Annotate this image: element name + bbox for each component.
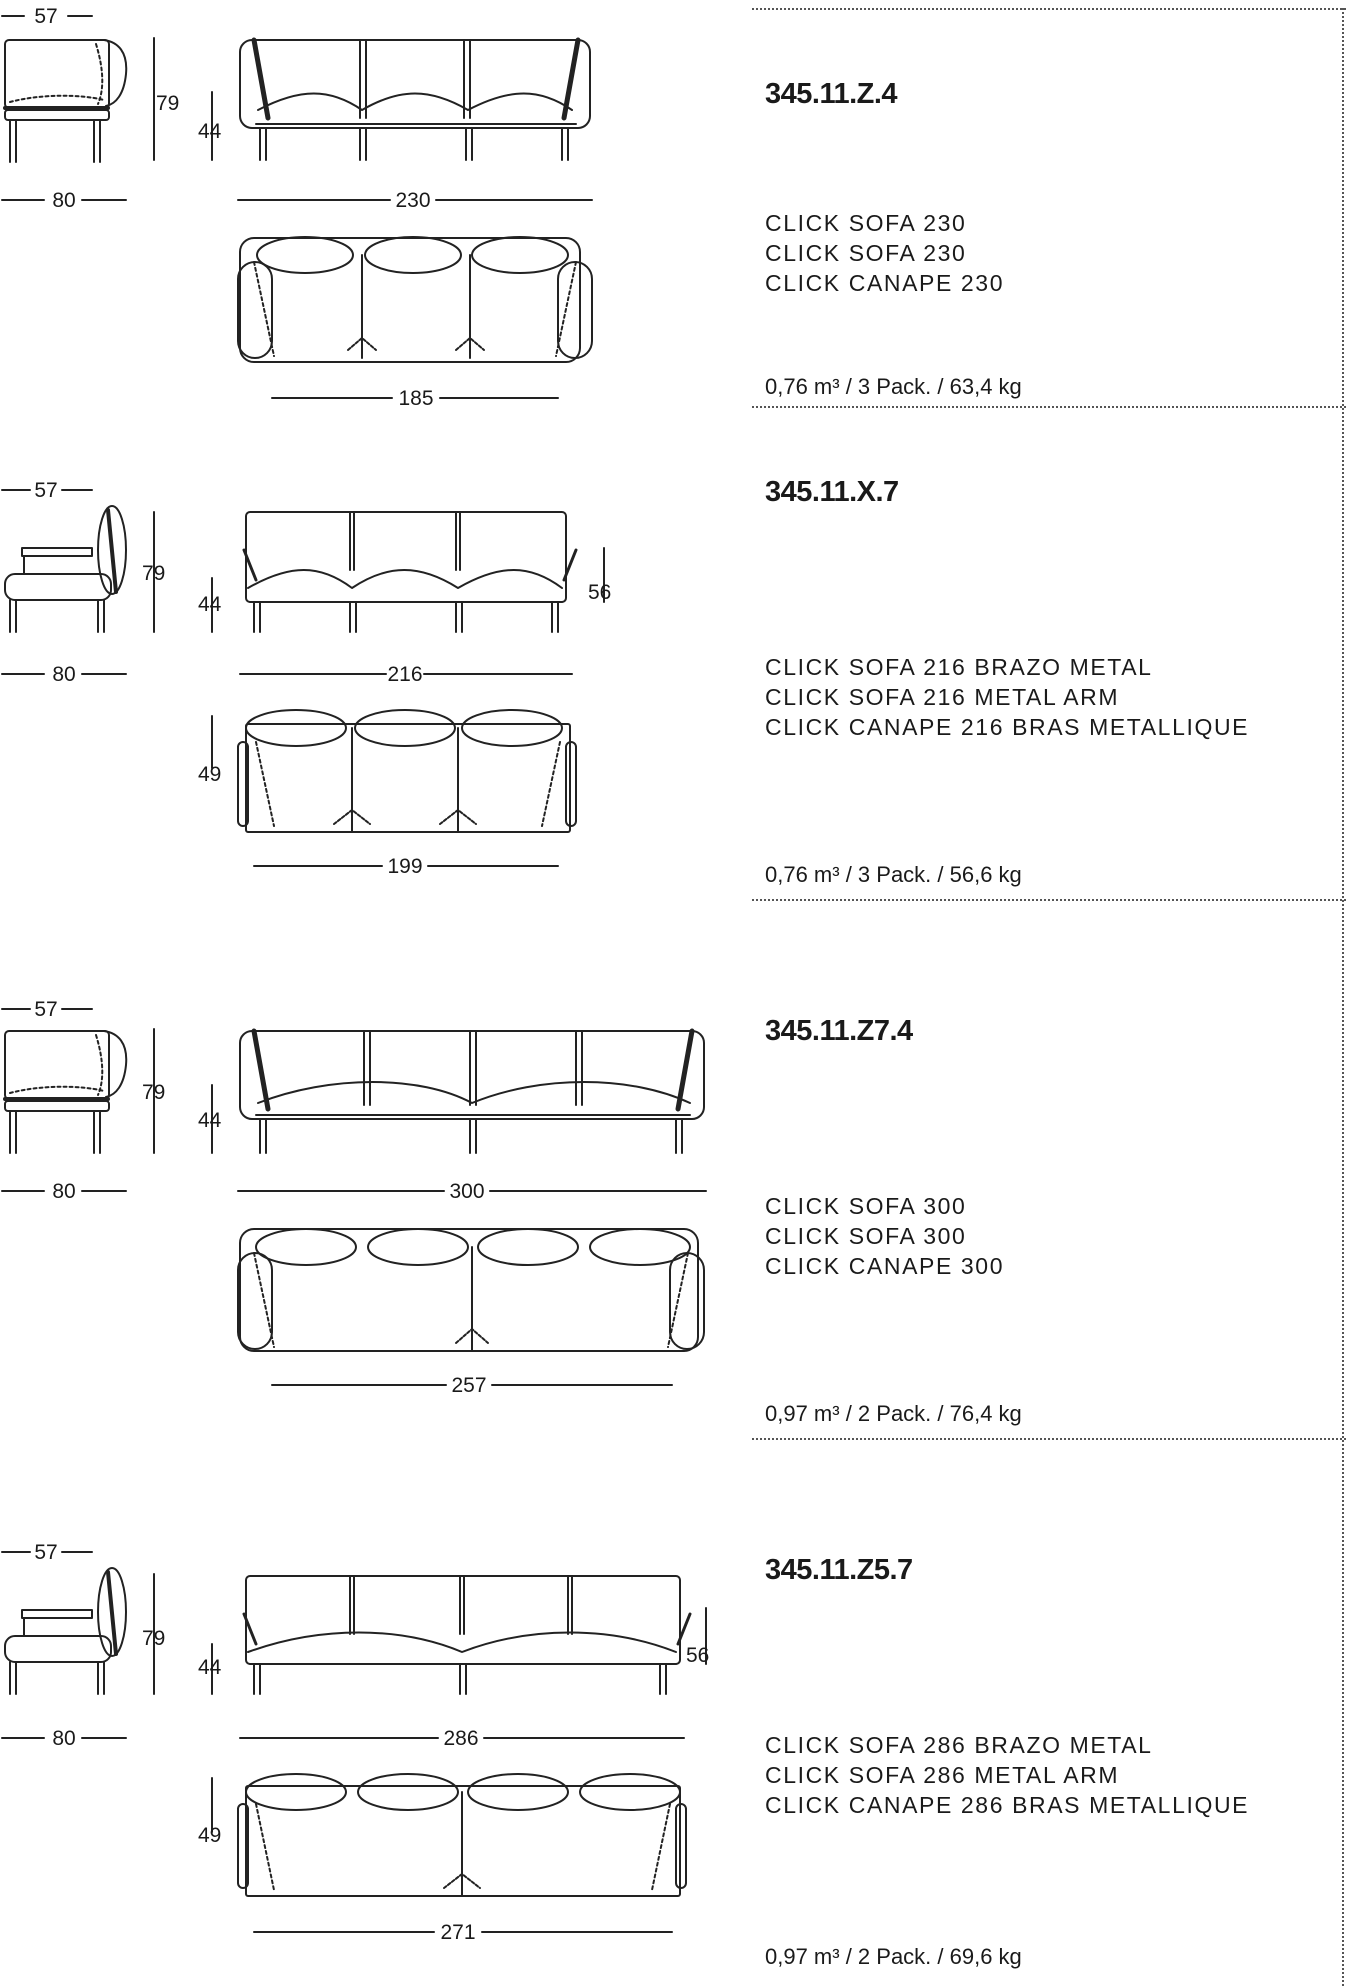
packaging-info: 0,76 m³ / 3 Pack. / 63,4 kg — [765, 374, 1022, 399]
top-view-drawing — [238, 237, 592, 406]
dim-seat-height: 44 — [198, 593, 222, 616]
dim-seat-height: 44 — [198, 120, 222, 143]
dim-seat-height: 44 — [198, 1656, 222, 1679]
dim-arm-height: 56 — [588, 581, 612, 604]
dim-side-height: 79 — [142, 1627, 166, 1650]
side-view-drawing — [2, 1541, 165, 1750]
product-name-en: CLICK SOFA 216 METAL ARM — [765, 684, 1120, 710]
technical-drawings — [0, 406, 740, 899]
dim-front-width: 286 — [443, 1727, 479, 1750]
product-code: 345.11.X.7 — [765, 476, 899, 508]
product-section — [0, 0, 1346, 406]
top-view-drawing — [198, 1774, 686, 1944]
side-view-drawing — [2, 479, 165, 686]
product-name-es: CLICK SOFA 216 BRAZO METAL — [765, 654, 1153, 680]
side-view-drawing — [2, 5, 179, 212]
dim-top-depth: 199 — [387, 855, 423, 878]
dim-top-depth: 185 — [398, 387, 434, 406]
product-name-en: CLICK SOFA 230 — [765, 240, 967, 266]
product-code: 345.11.Z5.7 — [765, 1554, 913, 1586]
product-name-fr: CLICK CANAPE 216 BRAS METALLIQUE — [765, 714, 1250, 740]
dim-front-width: 230 — [395, 189, 431, 212]
product-name-es: CLICK SOFA 300 — [765, 1193, 967, 1219]
dim-front-width: 300 — [449, 1180, 485, 1203]
front-view-drawing — [198, 1576, 709, 1750]
packaging-info: 0,97 m³ / 2 Pack. / 76,4 kg — [765, 1401, 1022, 1426]
dim-side-height: 79 — [142, 562, 166, 585]
technical-drawings — [0, 1438, 740, 1986]
dim-side-width: 80 — [52, 1180, 76, 1203]
product-name-en: CLICK SOFA 300 — [765, 1223, 967, 1249]
dim-side-width: 80 — [52, 189, 76, 212]
dim-side-depth: 57 — [34, 479, 58, 502]
product-names — [765, 1730, 1249, 1820]
product-name-fr: CLICK CANAPE 230 — [765, 270, 1005, 296]
front-view-drawing — [198, 1031, 706, 1203]
product-section — [0, 899, 1346, 1438]
product-name-fr: CLICK CANAPE 300 — [765, 1253, 1005, 1279]
dim-top-depth: 271 — [440, 1921, 476, 1944]
dim-side-height: 79 — [156, 92, 180, 115]
product-names — [765, 652, 1249, 742]
product-name-es: CLICK SOFA 230 — [765, 210, 967, 236]
packaging-info: 0,76 m³ / 3 Pack. / 56,6 kg — [765, 862, 1022, 887]
product-names — [765, 208, 1004, 298]
dim-seat-height: 44 — [198, 1109, 222, 1132]
product-section — [0, 406, 1346, 899]
product-name-es: CLICK SOFA 286 BRAZO METAL — [765, 1732, 1153, 1758]
dim-side-depth: 57 — [34, 1541, 58, 1564]
dim-top-side: 49 — [198, 763, 222, 786]
dim-top-side: 49 — [198, 1824, 222, 1847]
product-name-en: CLICK SOFA 286 METAL ARM — [765, 1762, 1120, 1788]
technical-drawings — [0, 0, 740, 406]
front-view-drawing — [198, 512, 611, 686]
product-names — [765, 1191, 1004, 1281]
side-view-drawing — [2, 998, 165, 1203]
dim-side-height: 79 — [142, 1081, 166, 1104]
dim-side-width: 80 — [52, 1727, 76, 1750]
dim-side-width: 80 — [52, 663, 76, 686]
dim-side-depth: 57 — [34, 998, 58, 1021]
packaging-info: 0,97 m³ / 2 Pack. / 69,6 kg — [765, 1944, 1022, 1969]
product-code: 345.11.Z7.4 — [765, 1015, 913, 1047]
top-view-drawing — [238, 1229, 704, 1397]
product-code: 345.11.Z.4 — [765, 78, 898, 110]
front-view-drawing — [198, 40, 592, 212]
product-name-fr: CLICK CANAPE 286 BRAS METALLIQUE — [765, 1792, 1250, 1818]
top-view-drawing — [198, 710, 576, 878]
dim-front-width: 216 — [387, 663, 423, 686]
dim-top-depth: 257 — [451, 1374, 487, 1397]
technical-drawings — [0, 899, 740, 1438]
product-section — [0, 1438, 1346, 1986]
dim-side-depth: 57 — [34, 5, 58, 28]
dim-arm-height: 56 — [686, 1644, 710, 1667]
